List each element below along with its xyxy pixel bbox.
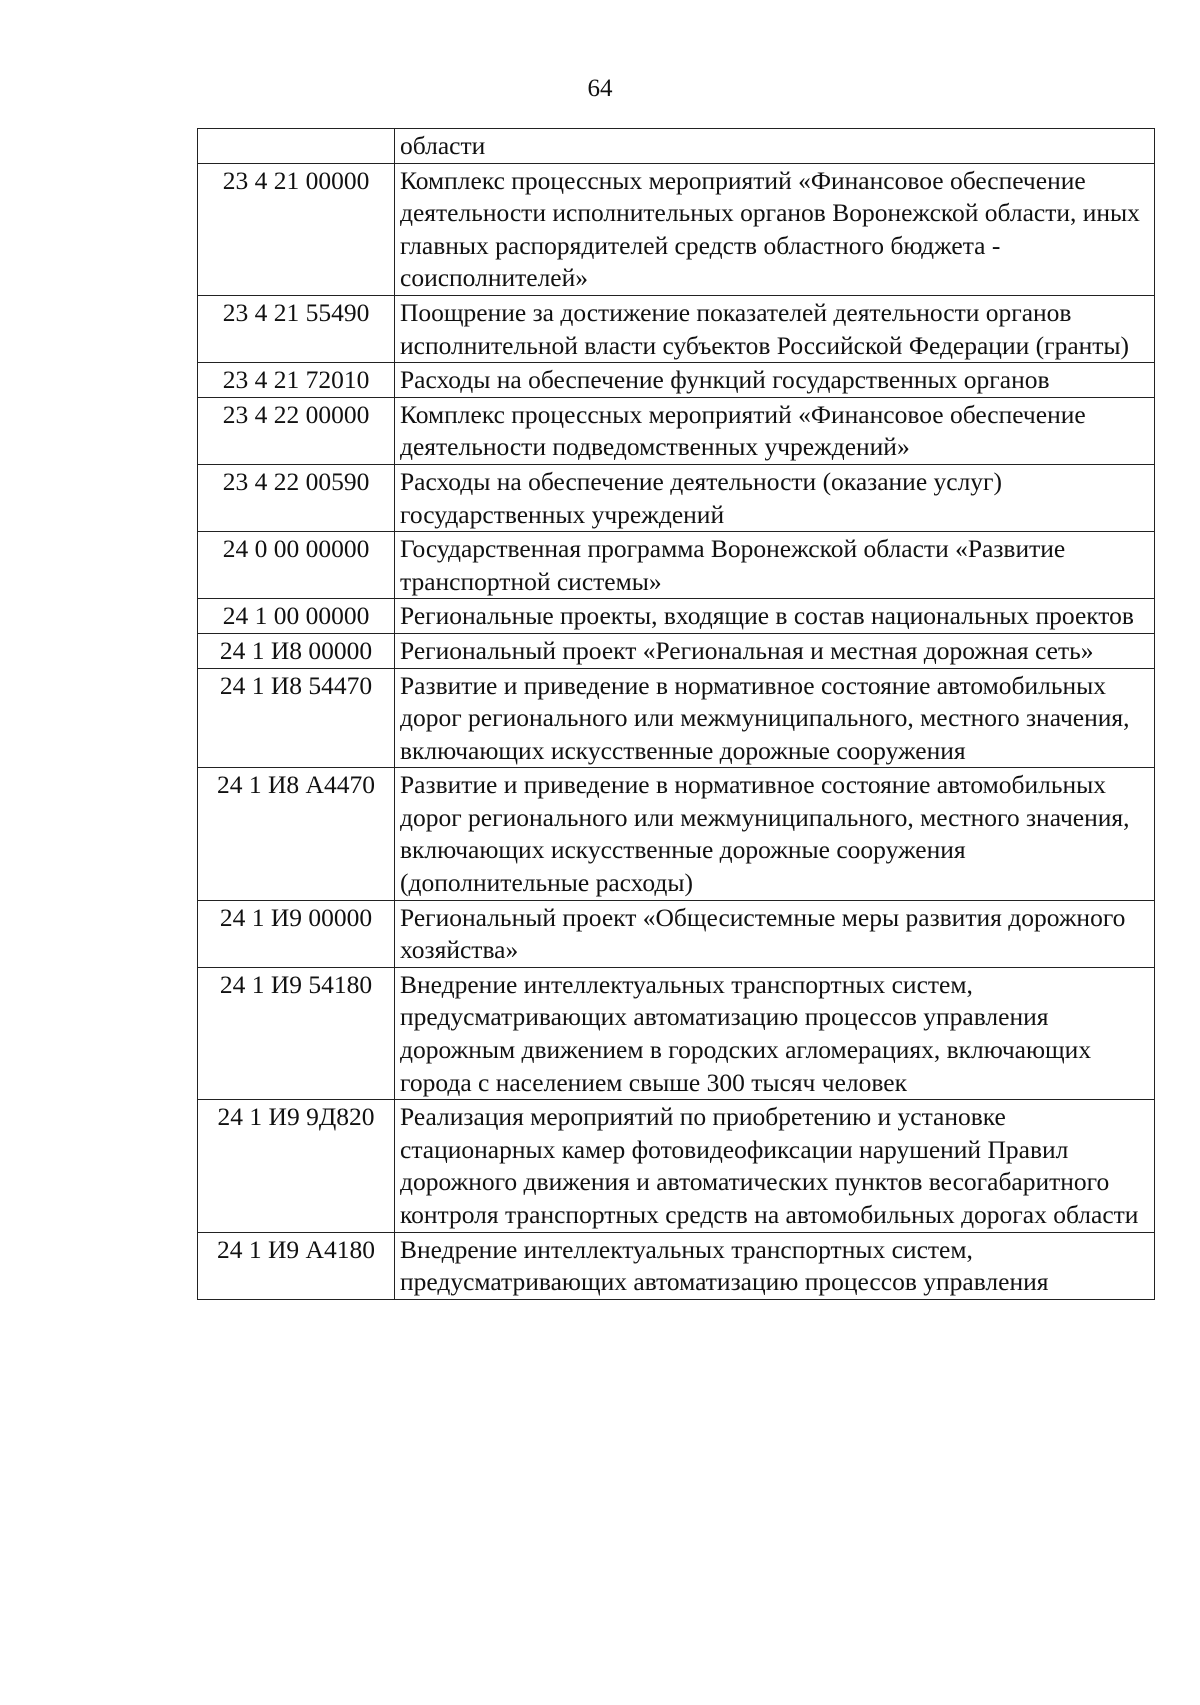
item-description: Региональные проекты, входящие в состав национальных проектов [395,599,1155,634]
classification-code: 23 4 21 55490 [198,295,395,362]
table-row [198,163,1155,295]
classification-code: 24 1 И8 А4470 [198,768,395,900]
table-row [198,397,1155,464]
table-row [198,900,1155,967]
item-description: Региональный проект «Региональная и местная дорожная сеть» [395,633,1155,668]
page-number: 64 [587,75,613,102]
table-row [198,295,1155,362]
item-description: области [395,129,1155,164]
item-description: Региональный проект «Общесистемные меры развития дорожного хозяйства» [395,900,1155,967]
table-row [198,668,1155,768]
classification-code: 24 1 И8 54470 [198,668,395,768]
classification-code: 23 4 22 00000 [198,397,395,464]
item-description: Расходы на обеспечение функций государственных органов [395,363,1155,398]
table-body [198,129,1155,1300]
classification-code [198,129,395,164]
classification-code: 24 1 И9 А4180 [198,1232,395,1299]
item-description: Развитие и приведение в нормативное состояние автомобильных дорог регионального или межмуниципального, местного значения, включающих искусственные дорожные сооружения (дополнительные расходы) [395,768,1155,900]
table-row [198,464,1155,531]
table-row [198,129,1155,164]
item-description: Поощрение за достижение показателей деятельности органов исполнительной власти субъектов Российской Федерации (гранты) [395,295,1155,362]
classification-code: 24 1 И9 00000 [198,900,395,967]
item-description: Внедрение интеллектуальных транспортных систем, предусматривающих автоматизацию процессов управления дорожным движением в городских агломерациях, включающих города с населением свыше 300 тысяч человек [395,967,1155,1099]
table-row [198,633,1155,668]
classification-code: 23 4 21 00000 [198,163,395,295]
item-description: Комплекс процессных мероприятий «Финансовое обеспечение деятельности исполнительных органов Воронежской области, иных главных распорядителей средств областного бюджета - соисполнителей» [395,163,1155,295]
table-row [198,1100,1155,1232]
item-description: Реализация мероприятий по приобретению и установке стационарных камер фотовидеофиксации нарушений Правил дорожного движения и автоматических пунктов весогабаритного контроля транспортных средств на автомобильных дорогах области [395,1100,1155,1232]
table-row [198,599,1155,634]
table-row [198,1232,1155,1299]
item-description: Внедрение интеллектуальных транспортных систем, предусматривающих автоматизацию процессов управления [395,1232,1155,1299]
table-row [198,768,1155,900]
item-description: Развитие и приведение в нормативное состояние автомобильных дорог регионального или межмуниципального, местного значения, включающих искусственные дорожные сооружения [395,668,1155,768]
item-description: Расходы на обеспечение деятельности (оказание услуг) государственных учреждений [395,464,1155,531]
classification-code: 24 1 И9 54180 [198,967,395,1099]
classification-code: 23 4 21 72010 [198,363,395,398]
budget-classification-table [197,128,1155,1300]
table-row [198,363,1155,398]
table-row [198,967,1155,1099]
classification-code: 24 1 И9 9Д820 [198,1100,395,1232]
classification-code: 24 0 00 00000 [198,532,395,599]
classification-code: 23 4 22 00590 [198,464,395,531]
table-row [198,532,1155,599]
item-description: Комплекс процессных мероприятий «Финансовое обеспечение деятельности подведомственных учреждений» [395,397,1155,464]
item-description: Государственная программа Воронежской области «Развитие транспортной системы» [395,532,1155,599]
classification-code: 24 1 И8 00000 [198,633,395,668]
classification-code: 24 1 00 00000 [198,599,395,634]
